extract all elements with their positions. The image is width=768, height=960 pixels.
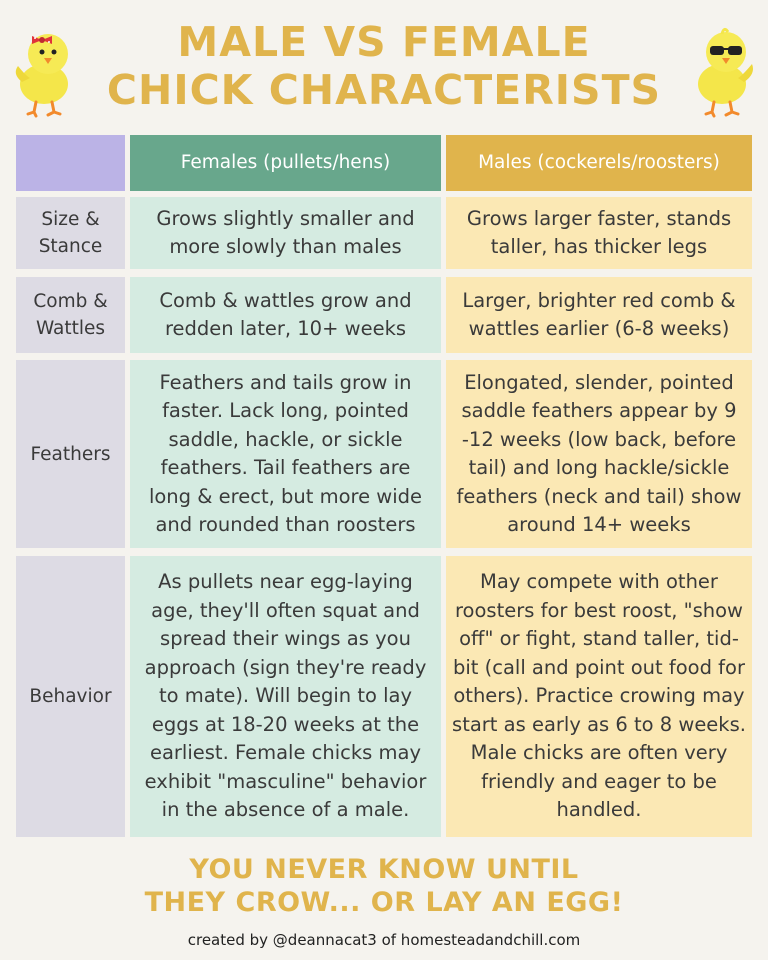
female-feathers: Feathers and tails grow in faster. Lack long, pointed saddle, hackle, or sickle feathers. Tail feathers are long & erect, but more wide and rounded than roosters [130, 360, 441, 548]
footer-line-2: THEY CROW... OR LAY AN EGG! [144, 887, 624, 918]
row-label-text: Size & Stance [38, 209, 103, 257]
header-males: Males (cockerels/roosters) [446, 135, 752, 191]
page-title [0, 18, 768, 114]
row-label-size-stance [16, 197, 125, 269]
male-size-stance: Grows larger faster, stands taller, has thicker legs [446, 197, 752, 269]
footer-line-1: YOU NEVER KNOW UNTIL [189, 854, 579, 885]
table-row [16, 197, 752, 269]
table-row [16, 556, 752, 837]
female-size-stance: Grows slightly smaller and more slowly than males [130, 197, 441, 269]
table-header-row [16, 135, 752, 191]
row-label-feathers: Feathers [16, 360, 125, 548]
title-line-1: MALE VS FEMALE [177, 18, 591, 66]
female-comb-wattles: Comb & wattles grow and redden later, 10+ weeks [130, 277, 441, 353]
table-row [16, 360, 752, 548]
row-label-text: Comb & Wattles [33, 291, 108, 339]
table-row [16, 277, 752, 353]
row-label-comb-wattles [16, 277, 125, 353]
female-behavior: As pullets near egg-laying age, they'll often squat and spread their wings as you approach (sign they're ready to mate). Will begin to lay eggs at 18-20 weeks at the earliest. Female chicks may exhibit "masculine" behavior in the absence of a male. [130, 556, 441, 837]
credit-text: created by @deannacat3 of homesteadandchill.com [187, 931, 581, 949]
header-corner-cell [16, 135, 125, 191]
title-line-2: CHICK CHARACTERISTS [106, 66, 662, 114]
header-females: Females (pullets/hens) [130, 135, 441, 191]
male-comb-wattles: Larger, brighter red comb & wattles earlier (6-8 weeks) [446, 277, 752, 353]
footer-tagline [0, 853, 768, 919]
row-label-behavior: Behavior [16, 556, 125, 837]
male-behavior: May compete with other roosters for best roost, "show off" or fight, stand taller, tid-bit (call and point out food for others). Practice crowing may start as early as 6 to 8 weeks. Male chicks are often very friendly and eager to be handled. [446, 556, 752, 837]
male-feathers: Elongated, slender, pointed saddle feathers appear by 9 -12 weeks (low back, before tail) and long hackle/sickle feathers (neck and tail) show around 14+ weeks [446, 360, 752, 548]
